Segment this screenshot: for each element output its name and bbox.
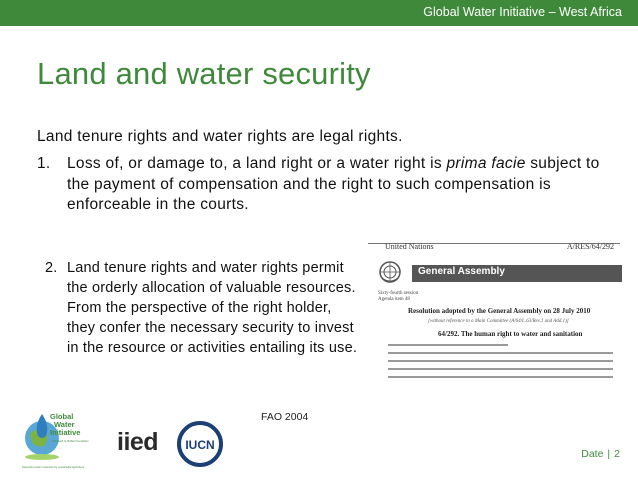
gwi-logo-tagline: Supporting water resources for sustainable agriculture	[22, 466, 85, 469]
point-1-text-italic: prima facie	[446, 155, 526, 172]
gwi-logo-line-1: Global	[50, 412, 74, 421]
doc-org: United Nations	[385, 242, 434, 251]
footer-separator: |	[607, 448, 611, 460]
lead-text: Land tenure rights and water rights are legal rights.	[37, 128, 403, 145]
slide-title: Land and water security	[37, 56, 371, 91]
point-1-text-after: subject to the payment of compensation and the right to such compensation is enforceable in the courts.	[67, 155, 600, 213]
doc-reference: [without reference to a Main Committee (A/64/L.63/Rev.1 and Add.1)]	[428, 319, 569, 324]
iucn-logo	[176, 420, 224, 468]
footer	[581, 448, 620, 460]
doc-code: A/RES/64/292	[566, 242, 614, 251]
doc-resolution-title: 64/292. The human right to water and sanitation	[438, 330, 583, 338]
gwi-logo-line-2: Water	[54, 420, 75, 429]
page-number: 2	[614, 448, 620, 460]
doc-text-line	[388, 352, 613, 354]
doc-text-line	[388, 344, 508, 346]
point-1-text	[67, 154, 607, 216]
header-banner	[0, 0, 638, 26]
source-citation: FAO 2004	[261, 411, 309, 423]
banner-text: Global Water Initiative – West Africa	[423, 5, 622, 19]
doc-text-line	[388, 376, 613, 378]
footer-date: Date	[581, 448, 604, 460]
gwi-logo	[20, 408, 89, 472]
point-2-text: Land tenure rights and water rights permit the orderly allocation of valuable resources. From the perspective of the right holder, they confer the necessary security to invest in the resource or activities entailing its use.	[67, 260, 358, 356]
point-2-number: 2.	[45, 260, 58, 276]
doc-body: General Assembly	[418, 266, 505, 277]
doc-session	[378, 291, 418, 303]
un-emblem-icon	[378, 260, 402, 284]
un-resolution-image	[368, 243, 620, 384]
doc-distribution	[581, 266, 610, 278]
doc-resolution-heading: Resolution adopted by the General Assembly on 28 July 2010	[408, 307, 591, 315]
gwi-logo-foundation: A Howard G. Buffett Foundation	[52, 440, 89, 443]
doc-text-line	[388, 360, 613, 362]
doc-text-line	[388, 368, 613, 370]
iied-logo: iied	[117, 428, 159, 456]
gwi-logo-line-3: Initiative	[50, 428, 81, 437]
doc-agenda: Agenda item 48	[378, 297, 410, 302]
point-1-number: 1.	[37, 155, 51, 172]
iucn-logo-text: IUCN	[185, 438, 215, 452]
doc-date: 3 August 2010	[580, 272, 610, 277]
doc-distribution-text: Distr.: General	[580, 266, 610, 271]
doc-session-text: Sixty-fourth session	[378, 291, 419, 296]
point-1-text-before: Loss of, or damage to, a land right or a water right is	[67, 155, 447, 172]
